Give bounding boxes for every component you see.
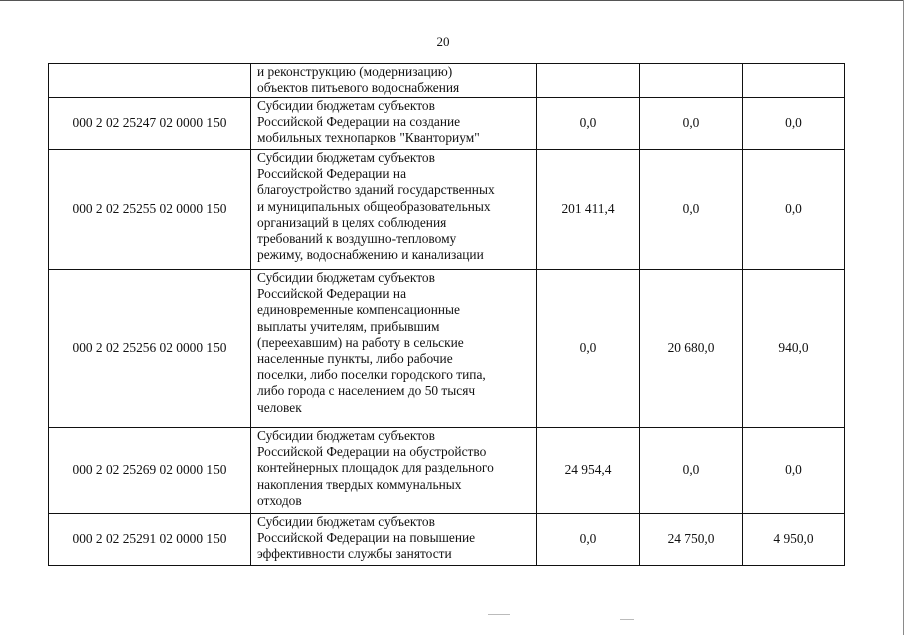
description-line: либо города с населением до 50 тысяч <box>257 383 476 399</box>
description-line: выплаты учителям, прибывшим <box>257 318 440 334</box>
table-row <box>49 270 845 428</box>
value-cell-2: 0,0 <box>640 428 743 514</box>
description-line: Субсидии бюджетам субъектов <box>257 428 435 443</box>
description-line: объектов питьевого водоснабжения <box>257 80 460 96</box>
description-line: организаций в целях соблюдения <box>257 214 447 230</box>
budget-code-cell <box>49 64 251 98</box>
description-line: Субсидии бюджетам субъектов <box>257 270 435 285</box>
value-cell-3 <box>743 64 845 98</box>
description-line: (переехавшим) на работу в сельские <box>257 334 464 350</box>
description-line: эффективности службы занятости <box>257 546 452 562</box>
description-line: и реконструкцию (модернизацию) <box>257 64 453 79</box>
value-cell-2: 24 750,0 <box>640 514 743 566</box>
description-line: мобильных технопарков "Кванториум" <box>257 130 480 146</box>
description-line: требований к воздушно-тепловому <box>257 231 457 247</box>
description-line: режиму, водоснабжению и канализации <box>257 247 484 263</box>
description-line: Субсидии бюджетам субъектов <box>257 514 435 529</box>
budget-code-cell: 000 2 02 25247 02 0000 150 <box>49 98 251 150</box>
description-line: Субсидии бюджетам субъектов <box>257 98 435 113</box>
budget-code-cell: 000 2 02 25256 02 0000 150 <box>49 270 251 428</box>
value-cell-3: 0,0 <box>743 98 845 150</box>
description-line: человек <box>257 399 302 415</box>
value-cell-2: 0,0 <box>640 98 743 150</box>
description-line: населенные пункты, либо рабочие <box>257 351 453 367</box>
description-cell <box>251 514 537 566</box>
value-cell-3: 4 950,0 <box>743 514 845 566</box>
description-line: Российской Федерации на повышение <box>257 530 476 546</box>
description-cell <box>251 270 537 428</box>
description-line: Субсидии бюджетам субъектов <box>257 150 435 165</box>
value-cell-1 <box>537 64 640 98</box>
description-line: Российской Федерации на создание <box>257 114 461 130</box>
description-cell <box>251 150 537 270</box>
table-row <box>49 428 845 514</box>
budget-code-cell: 000 2 02 25255 02 0000 150 <box>49 150 251 270</box>
table-row <box>49 64 845 98</box>
table-row <box>49 514 845 566</box>
scan-edge-top <box>0 0 904 1</box>
description-line: единовременные компенсационные <box>257 302 460 318</box>
value-cell-1: 0,0 <box>537 270 640 428</box>
description-line: Российской Федерации на <box>257 286 407 302</box>
description-cell <box>251 428 537 514</box>
value-cell-1: 201 411,4 <box>537 150 640 270</box>
table-row <box>49 98 845 150</box>
description-line: Российской Федерации на <box>257 166 407 182</box>
description-line: благоустройство зданий государственных <box>257 182 495 198</box>
value-cell-3: 0,0 <box>743 428 845 514</box>
description-line: отходов <box>257 492 302 508</box>
scan-speck <box>620 619 634 620</box>
value-cell-2: 20 680,0 <box>640 270 743 428</box>
page-number: 20 <box>436 34 450 49</box>
value-cell-3: 0,0 <box>743 150 845 270</box>
description-line: контейнерных площадок для раздельного <box>257 460 494 476</box>
description-line: накопления твердых коммунальных <box>257 476 462 492</box>
description-cell <box>251 98 537 150</box>
table-row <box>49 150 845 270</box>
value-cell-2: 0,0 <box>640 150 743 270</box>
budget-table <box>48 63 845 566</box>
description-line: и муниципальных общеобразовательных <box>257 198 491 214</box>
budget-code-cell: 000 2 02 25291 02 0000 150 <box>49 514 251 566</box>
value-cell-2 <box>640 64 743 98</box>
description-cell <box>251 64 537 98</box>
value-cell-3: 940,0 <box>743 270 845 428</box>
description-line: поселки, либо поселки городского типа, <box>257 367 486 383</box>
value-cell-1: 0,0 <box>537 514 640 566</box>
scan-speck <box>488 614 510 615</box>
budget-code-cell: 000 2 02 25269 02 0000 150 <box>49 428 251 514</box>
value-cell-1: 24 954,4 <box>537 428 640 514</box>
value-cell-1: 0,0 <box>537 98 640 150</box>
description-line: Российской Федерации на обустройство <box>257 444 487 460</box>
